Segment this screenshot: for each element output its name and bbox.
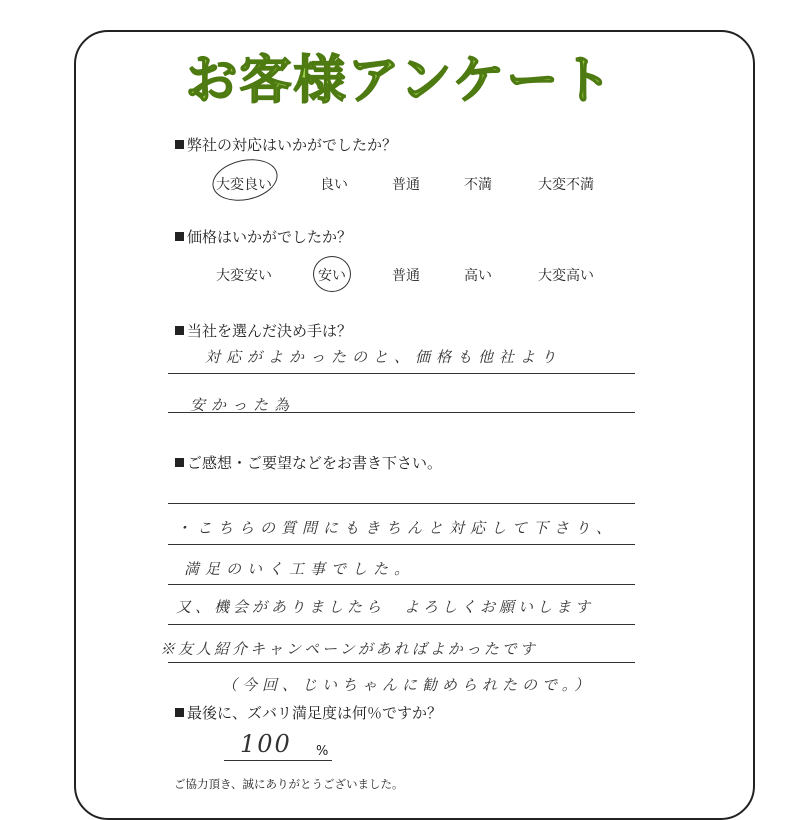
q2-option-1[interactable]: 大変安い	[216, 268, 272, 284]
answer-rule	[168, 544, 635, 545]
bullet-square-icon	[175, 458, 184, 467]
q2-selection-circle	[313, 256, 351, 292]
q3-answer-line-2: 安かった為	[190, 396, 296, 414]
footer-thanks: ご協力頂き、誠にありがとうございました。	[174, 777, 404, 791]
question-3-label: 当社を選んだ決め手は？	[187, 322, 353, 340]
question-1	[175, 134, 397, 155]
q1-option-3[interactable]: 普通	[392, 177, 420, 193]
answer-underline	[224, 760, 332, 761]
q1-option-2[interactable]: 良い	[320, 177, 348, 193]
percent-unit: %	[316, 744, 329, 759]
q1-option-1[interactable]: 大変良い	[216, 177, 272, 193]
q2-option-5[interactable]: 大変高い	[538, 268, 594, 284]
bullet-square-icon	[175, 232, 184, 241]
question-4-label: ご感想・ご要望などをお書き下さい。	[187, 454, 443, 472]
question-1-label: 弊社の対応はいかがでしたか？	[187, 136, 398, 154]
question-5	[175, 702, 442, 723]
q2-option-3[interactable]: 普通	[392, 268, 420, 284]
bullet-square-icon	[175, 326, 184, 335]
question-2	[175, 226, 352, 247]
answer-rule	[168, 584, 635, 585]
q4-answer-line-5: （今回、じいちゃんに勧められたので。）	[222, 676, 595, 694]
q3-answer-line-1: 対応がよかったのと、価格も他社より	[205, 348, 563, 366]
q1-option-4[interactable]: 不満	[464, 177, 492, 193]
answer-rule	[168, 412, 635, 413]
satisfaction-answer: 100	[240, 730, 292, 758]
bullet-square-icon	[175, 140, 184, 149]
q1-option-5[interactable]: 大変不満	[538, 177, 594, 193]
question-5-label: 最後に、ズバリ満足度は何％ですか？	[187, 704, 443, 722]
q4-answer-line-2: 満足のいく工事でした。	[184, 560, 416, 578]
q4-answer-line-3: 又、機会がありましたら よろしくお願いします	[176, 598, 595, 616]
q4-answer-line-4: ※友人紹介キャンペーンがあればよかったです	[160, 640, 538, 658]
q2-option-4[interactable]: 高い	[464, 268, 492, 284]
answer-rule	[168, 503, 635, 504]
q4-answer-line-1: ・こちらの質問にもきちんと対応して下さり、	[176, 519, 618, 537]
answer-rule	[168, 624, 635, 625]
answer-rule	[168, 662, 635, 663]
answer-rule	[168, 373, 635, 374]
question-2-label: 価格はいかがでしたか？	[187, 228, 353, 246]
survey-title: お客様アンケート	[185, 51, 615, 111]
question-3	[175, 320, 352, 341]
q2-option-2[interactable]: 安い	[318, 268, 346, 284]
bullet-square-icon	[175, 708, 184, 717]
question-4	[175, 452, 442, 473]
